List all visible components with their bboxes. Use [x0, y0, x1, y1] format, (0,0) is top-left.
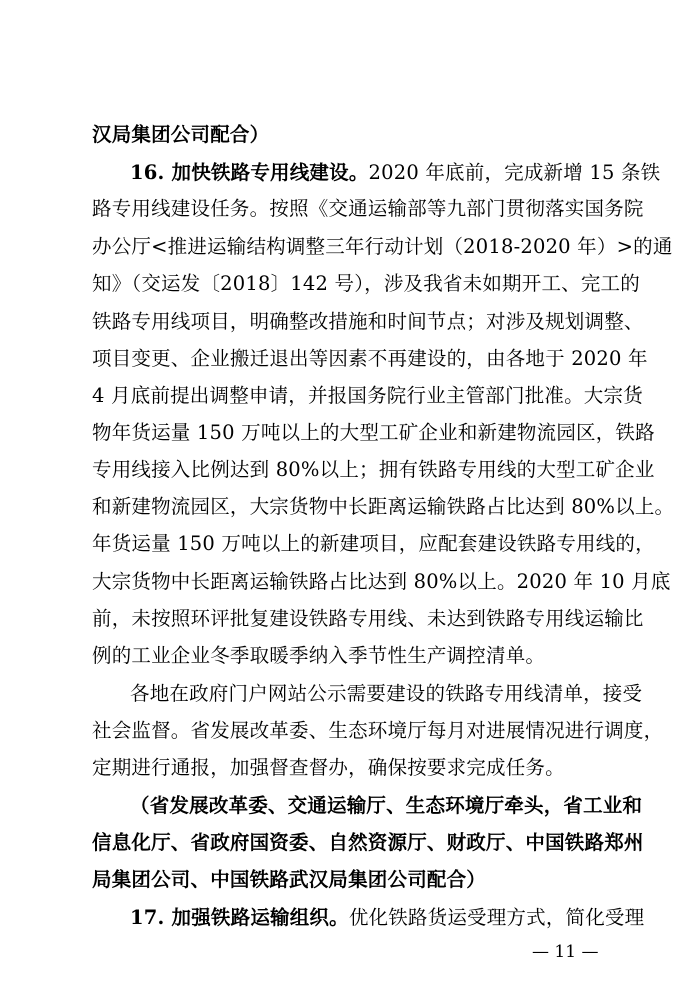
text-line — [92, 606, 644, 632]
section-heading-17 — [130, 905, 645, 931]
text-line — [92, 531, 655, 557]
paragraph-start — [130, 681, 643, 707]
text-span: 和新建物流园区，大宗货物中长距离运输铁路占比达到 80%以上。 — [92, 495, 675, 518]
text-line — [92, 830, 644, 856]
text-line — [92, 383, 643, 409]
heading-text: 16. 加快铁路专用线建设。 — [130, 161, 369, 184]
text-line — [92, 234, 673, 260]
text-line — [92, 569, 671, 595]
text-span: 办公厅<推进运输结构调整三年行动计划（2018-2020 年）>的通 — [92, 235, 673, 258]
text-span: 大宗货物中长距离运输铁路占比达到 80%以上。2020 年 10 月底 — [92, 570, 671, 593]
text-span: 物年货运量 150 万吨以上的大型工矿企业和新建物流园区，铁路 — [92, 421, 655, 444]
text-span: 各地在政府门户网站公示需要建设的铁路专用线清单，接受 — [130, 682, 643, 705]
page-number: — 11 — — [532, 942, 599, 962]
text-line — [92, 755, 612, 781]
text-span: 优化铁路货运受理方式，简化受理 — [348, 906, 645, 929]
text-line — [92, 271, 640, 297]
text-line — [92, 494, 675, 520]
text-line — [92, 718, 664, 744]
text-span: 项目变更、企业搬迁退出等因素不再建设的，由各地于 2020 年 — [92, 347, 648, 370]
text-span: 年货运量 150 万吨以上的新建项目，应配套建设铁路专用线的， — [92, 532, 655, 555]
text-span: 专用线接入比例达到 80%以上；拥有铁路专用线的大型工矿企业 — [92, 458, 655, 481]
text-line — [92, 196, 644, 222]
text-span: （省发展改革委、交通运输厅、生态环境厅牵头，省工业和 — [130, 794, 643, 817]
text-span: 铁路专用线项目，明确整改措施和时间节点；对涉及规划调整、 — [92, 310, 644, 333]
text-span: 汉局集团公司配合） — [92, 123, 270, 146]
text-span: 2020 年底前，完成新增 15 条铁 — [368, 161, 661, 184]
text-span: 例的工业企业冬季取暖季纳入季节性生产调控清单。 — [92, 644, 546, 667]
text-span: 局集团公司、中国铁路武汉局集团公司配合） — [92, 868, 487, 891]
text-line — [92, 420, 655, 446]
text-span: 社会监督。省发展改革委、生态环境厅每月对进展情况进行调度， — [92, 719, 664, 742]
text-line — [92, 457, 655, 483]
text-span: 定期进行通报，加强督查督办，确保按要求完成任务。 — [92, 756, 565, 779]
text-span: 前，未按照环评批复建设铁路专用线、未达到铁路专用线运输比 — [92, 607, 644, 630]
text-span: 4 月底前提出调整申请，并报国务院行业主管部门批准。大宗货 — [92, 384, 643, 407]
text-line — [92, 122, 612, 148]
text-line — [92, 346, 648, 372]
text-span: 知》（交运发〔2018〕142 号），涉及我省未如期开工、完工的 — [92, 272, 640, 295]
text-span: 信息化厅、省政府国资委、自然资源厅、财政厅、中国铁路郑州 — [92, 831, 644, 854]
text-line — [92, 643, 612, 669]
section-heading-16 — [130, 160, 661, 186]
heading-text: 17. 加强铁路运输组织。 — [130, 906, 349, 929]
text-span: 路专用线建设任务。按照《交通运输部等九部门贯彻落实国务院 — [92, 197, 644, 220]
text-line — [92, 867, 612, 893]
text-line — [92, 309, 644, 335]
responsibility-note — [130, 793, 643, 819]
